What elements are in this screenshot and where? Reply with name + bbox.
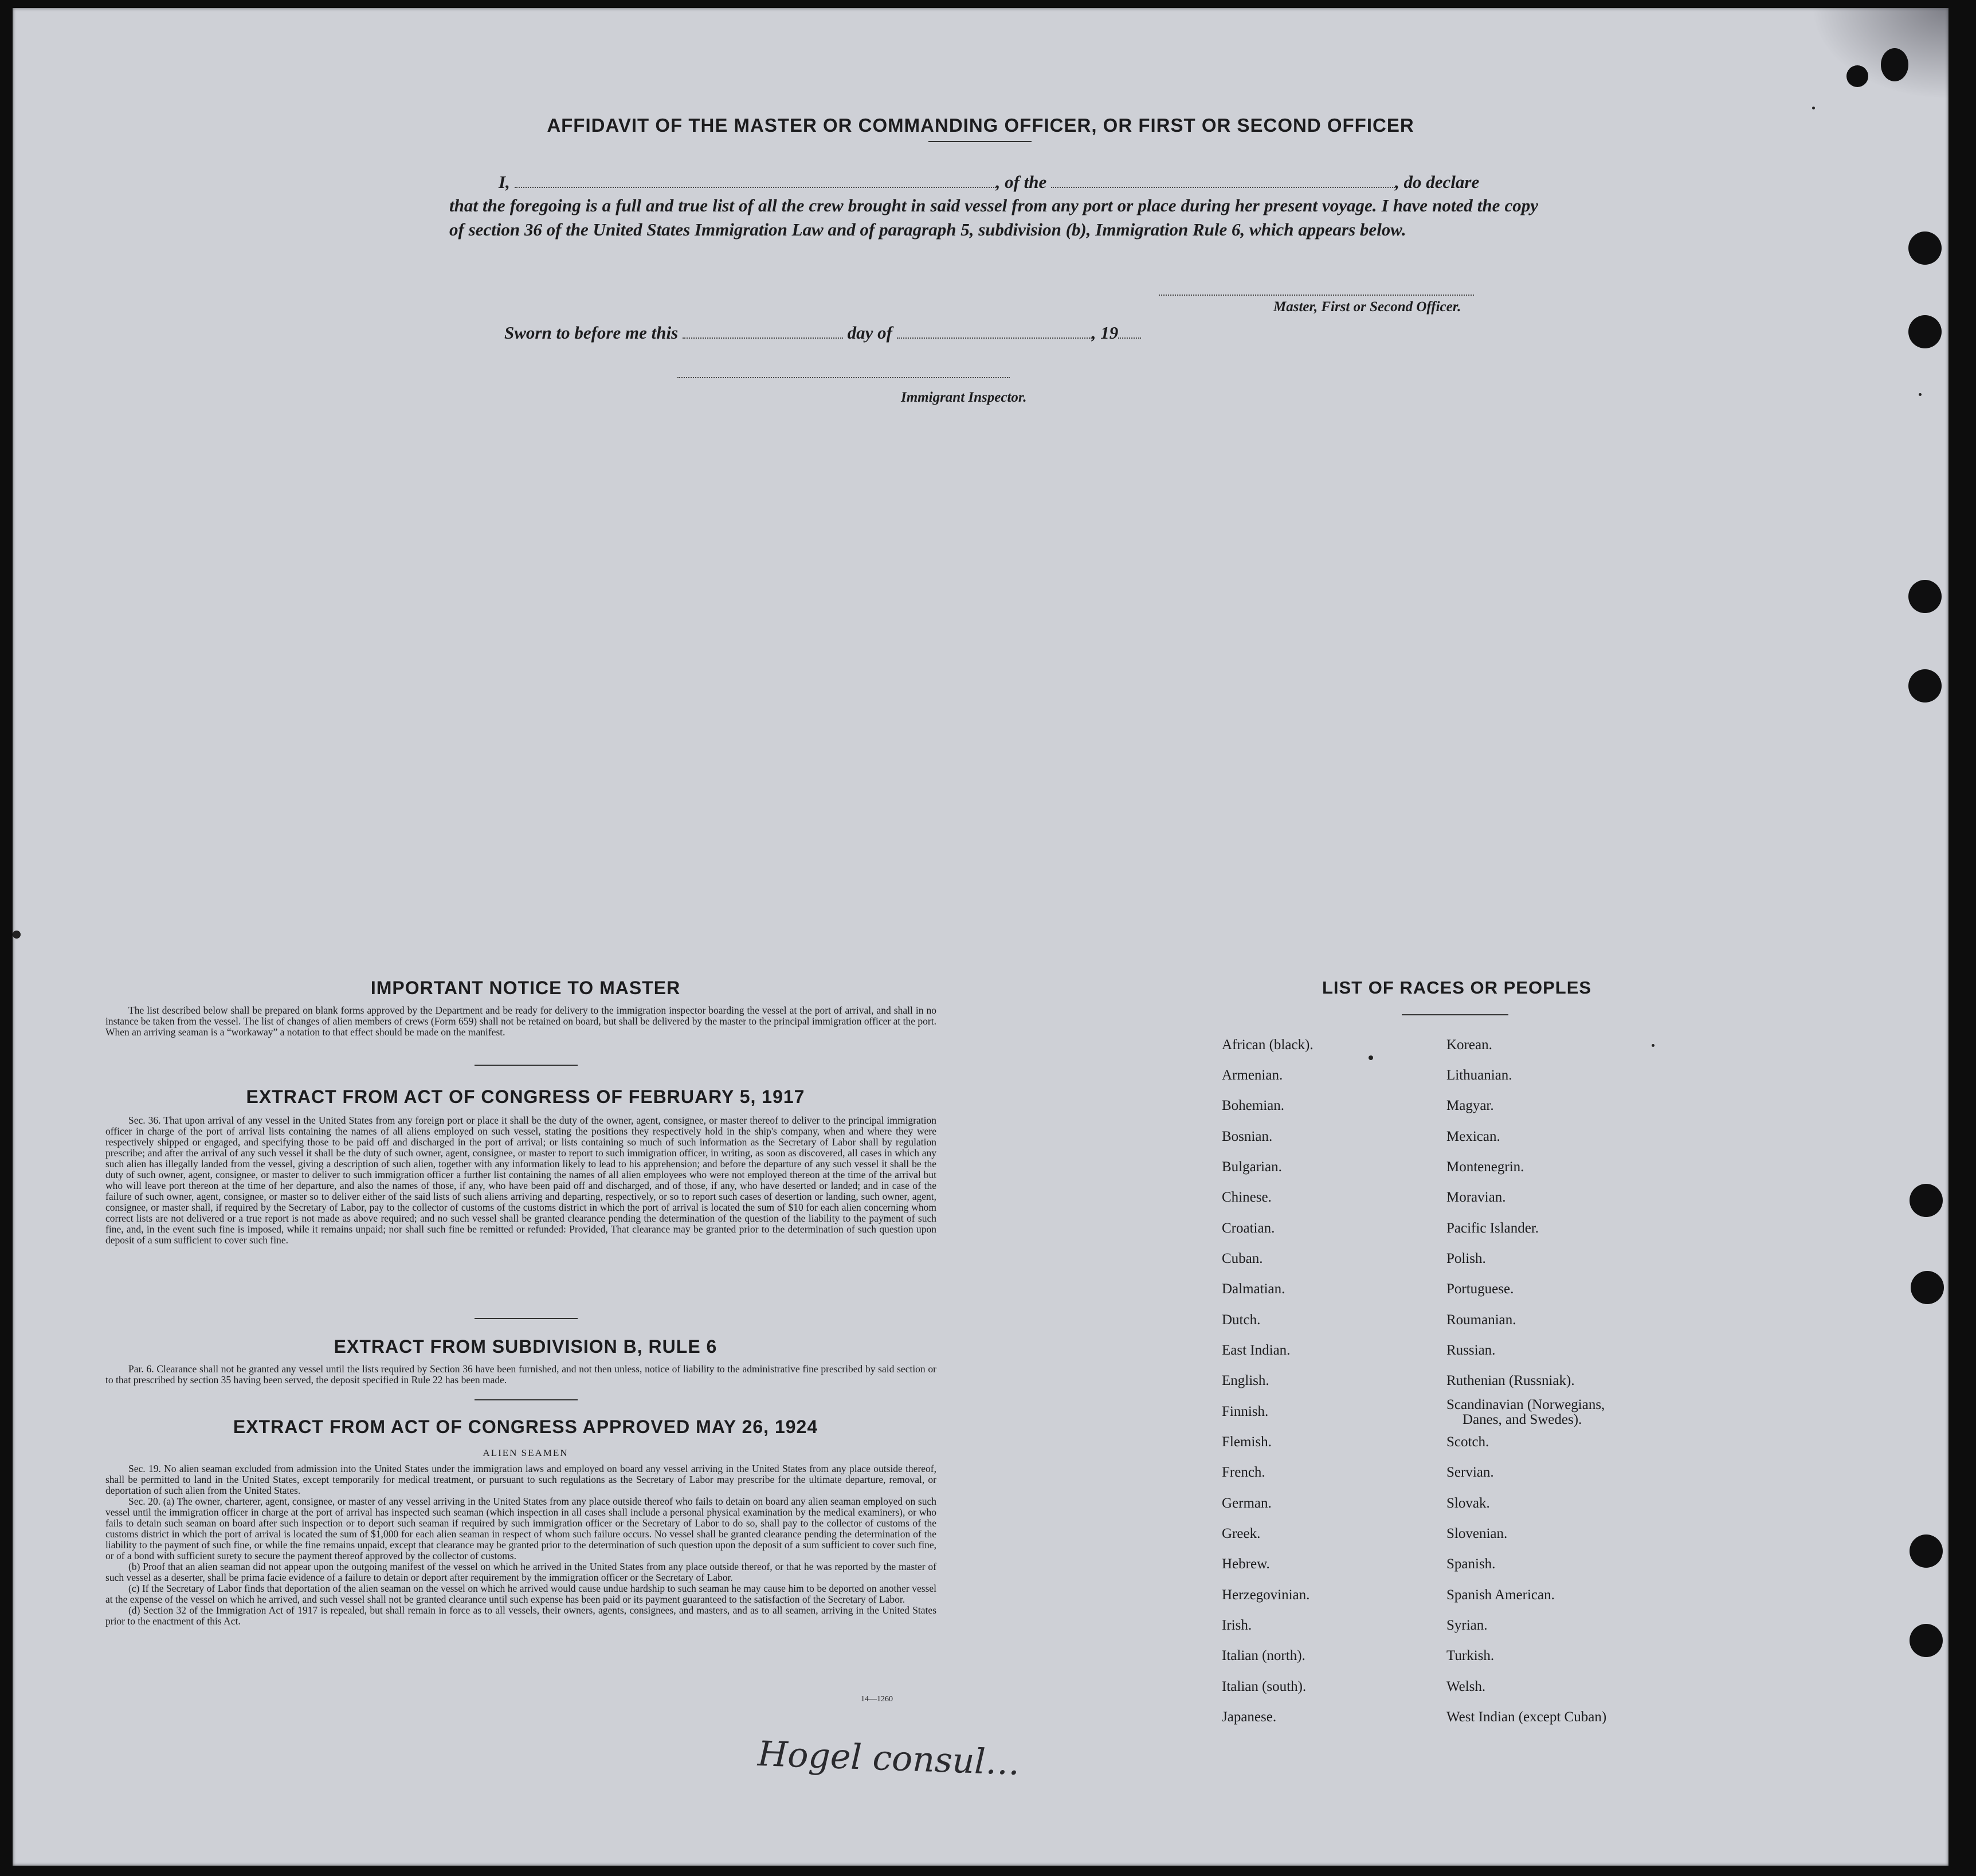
race-item: Herzegovinian. (1222, 1587, 1310, 1603)
affidavit-title: AFFIDAVIT OF THE MASTER OR COMMANDING OFFICER, OR FIRST OR SECOND OFFICER (547, 115, 1414, 136)
sworn-line: Sworn to before me this day of , 19 (504, 321, 1141, 345)
extract-1924-text: Sec. 19. No alien seaman excluded from admission into the United States under the immigration laws and employed on board any vessel arriving in the United States from any place outside thereof, shall be permitted to land in the United States, except temporarily for medical treatment, or pursuant to such regulations as the Secretary of Labor may prescribe for the ultimate departure, removal, or deportation of such alien from the United States. Sec. 20. (a) The owner, charterer, agent, consignee, or master of any vessel arriving in the United States from any place outside thereof who fails to detain on board any alien seaman employed on such vessel until the immigration officer in charge at the port of arrival has inspected such seaman (which inspection in all cases shall include a personal physical examination by the medical examiners), or who fails to detain such seaman on board after such inspection or to deport such seaman if required by such immigration officer or the Secretary of Labor to do so, shall pay to the collector of customs of the customs district in which the port of arrival is located the sum of $1,000 for each alien seaman in respect of whom such failure occurs. No vessel shall be granted clearance pending the determination of the liability to the payment of such fine, or while the fine remains unpaid, except that clearance may be granted prior to the determination of such question upon the deposit of a sum sufficient to cover such fine, or of a bond with sufficient surety to secure the payment thereof approved by the collector of customs. (b) Proof that an alien seaman did not appear upon the outgoing manifest of the vessel on which he arrived in the United States from any place outside thereof, or that he was reported by the master of such vessel as a deserter, shall be prima facie evidence of a failure to detain or deport after requirement by the immigration officer or the Secretary of Labor. (c) If the Secretary of Labor finds that deportation of the alien seaman on the vessel on which he arrived would cause undue hardship to such seaman he may cause him to be deported on another vessel at the expense of the vessel on which he arrived, and such vessel shall not be granted clearance until such expense has been paid or its payment guaranteed to the satisfaction of the Secretary of Labor. (d) Section 32 of the Immigration Act of 1917 is repealed, but shall remain in force as to all vessels, their owners, agents, consignees, and masters, and as to all seamen, arriving in the United States prior to the enactment of this Act. (105, 1463, 936, 1627)
race-item: Roumanian. (1446, 1312, 1516, 1328)
inspector-signature-label: Immigrant Inspector. (901, 390, 1027, 405)
notice-title: IMPORTANT NOTICE TO MASTER (370, 978, 681, 998)
extract-1924-subtitle: ALIEN SEAMEN (483, 1447, 569, 1458)
document-page (13, 8, 1948, 1866)
divider (475, 1065, 578, 1066)
rule6-text: Par. 6. Clearance shall not be granted any vessel until the lists required by Section 36 have been furnished, and not then unless, notice of liability to the administrative fine prescribed by said section or to that prescribed by section 35 having been served, the deposit specified in Rule 22 has been made. (105, 1363, 936, 1386)
divider (475, 1399, 578, 1400)
extract-1917-text: Sec. 36. That upon arrival of any vessel in the United States from any foreign port or place it shall be the duty of the owner, agent, consignee, or master thereof to deliver to the principal immigration officer in charge of the port of arrival lists containing the names of all aliens employed on such vessel, stating the positions they respectively hold in the ship's company, when and where they were respectively shipped or engaged, and specifying those to be paid off and discharged in the port of arrival; or lists containing so much of such information as the Secretary of Labor shall by regulation prescribe; and after the arrival of any such vessel it shall be the duty of such owner, agent, consignee, or master to report to such immigration officer, in writing, as soon as discovered, all cases in which any such alien has illegally landed from the vessel, giving a description of such alien, together with any information likely to lead to his apprehension; and before the departure of any such vessel it shall be the duty of such owner, agent, consignee, or master to deliver to such immigration officer a further list containing the names of all alien employees who were not employed thereon at the time of the arrival but who will leave port thereon at the time of her departure, and also the names of those, if any, who have been paid off and discharged, and of those, if any, who have deserted or landed; and in case of the failure of such owner, agent, consignee, or master so to deliver either of the said lists of such aliens arriving and departing, respectively, or so to report such cases of desertion or landing, such owner, agent, consignee, or master shall, if required by the Secretary of Labor, pay to the collector of customs of the customs district in which the port of arrival is located the sum of $10 for each alien concerning whom correct lists are not delivered or a true report is not made as above required; and no such vessel shall be granted clearance pending the determination of the question of the liability to the payment of such fine, and, in the event such fine is imposed, while it remains unpaid; nor shall such fine be remitted or refunded: Provided, That clearance may be granted prior to the determination of such question upon deposit of a sum sufficient to cover such fine. (105, 1114, 936, 1246)
extract-1917-title: EXTRACT FROM ACT OF CONGRESS OF FEBRUARY 5, 1917 (246, 1086, 805, 1107)
name-blank[interactable] (515, 187, 996, 188)
extract-1924-title: EXTRACT FROM ACT OF CONGRESS APPROVED MAY 26, 1924 (233, 1416, 818, 1437)
race-item: Slovak. (1446, 1496, 1490, 1511)
race-item: Portuguese. (1446, 1281, 1514, 1297)
race-item: Moravian. (1446, 1190, 1506, 1205)
punch-hole (1908, 315, 1942, 348)
master-signature-label: Master, First or Second Officer. (1273, 299, 1461, 315)
race-item: Spanish American. (1446, 1587, 1555, 1603)
race-item: Korean. (1446, 1037, 1492, 1053)
punch-hole (1910, 1624, 1943, 1657)
race-item: Irish. (1222, 1618, 1252, 1633)
divider (928, 141, 1032, 142)
race-item: Hebrew. (1222, 1556, 1270, 1572)
race-item-continued: Danes, and Swedes). (1463, 1412, 1582, 1427)
race-item: Armenian. (1222, 1067, 1283, 1083)
race-item: Greek. (1222, 1526, 1261, 1541)
master-signature-line[interactable] (1159, 295, 1474, 296)
race-item: Croatian. (1222, 1220, 1275, 1236)
divider (1402, 1014, 1508, 1015)
race-item: Bulgarian. (1222, 1159, 1282, 1175)
race-item: Ruthenian (Russniak). (1446, 1373, 1575, 1388)
race-item: Italian (north). (1222, 1648, 1305, 1663)
sworn-year-blank[interactable] (1118, 337, 1141, 339)
race-item: Lithuanian. (1446, 1067, 1512, 1083)
punch-hole (1846, 65, 1868, 87)
race-item: Flemish. (1222, 1434, 1272, 1450)
sworn-month-blank[interactable] (897, 337, 1092, 339)
race-item: Chinese. (1222, 1190, 1272, 1205)
punch-hole (1881, 48, 1908, 81)
race-item: East Indian. (1222, 1343, 1291, 1358)
race-item: Bohemian. (1222, 1098, 1285, 1113)
form-number: 14—1260 (861, 1695, 893, 1704)
affidavit-body: that the foregoing is a full and true list of all the crew brought in said vessel from any port or place during her present voyage. I have noted the copy of section 36 of the United States Immigration Law and of paragraph 5, subdivision (b), Immigration Rule 6, which appears below. (449, 195, 1538, 240)
punch-hole (1911, 1271, 1944, 1304)
race-item: Scotch. (1446, 1434, 1489, 1450)
race-item: English. (1222, 1373, 1269, 1388)
race-item: Bosnian. (1222, 1129, 1273, 1144)
race-item: Scandinavian (Norwegians, (1446, 1397, 1605, 1412)
vessel-blank[interactable] (1051, 187, 1395, 188)
race-item: Spanish. (1446, 1556, 1496, 1572)
race-item: West Indian (except Cuban) (1446, 1709, 1607, 1725)
race-item: Japanese. (1222, 1709, 1277, 1725)
race-item: French. (1222, 1465, 1265, 1480)
punch-hole (1908, 231, 1942, 265)
race-item: Dalmatian. (1222, 1281, 1285, 1297)
sworn-day-blank[interactable] (683, 337, 843, 339)
handwritten-note: Hogel consul… (756, 1734, 1021, 1783)
punch-hole (1910, 1534, 1943, 1568)
race-item: Turkish. (1446, 1648, 1495, 1663)
inspector-signature-line[interactable] (677, 377, 1010, 378)
race-item: Mexican. (1446, 1129, 1500, 1144)
race-item: Montenegrin. (1446, 1159, 1524, 1175)
notice-text: The list described below shall be prepared on blank forms approved by the Department and be ready for delivery to the immigration inspector boarding the vessel at the port of arrival, and shall in no instance be taken from the vessel. The list of changes of alien members of crews (Form 659) shall not be retained on board, but shall be delivered by the master to the principal immigration officer at the port. When an arriving seaman is a “workaway” a notation to that effect should be made on the manifest. (105, 1004, 936, 1038)
race-item: Pacific Islander. (1446, 1220, 1539, 1236)
races-title: LIST OF RACES OR PEOPLES (1322, 978, 1592, 998)
race-item: Welsh. (1446, 1679, 1486, 1694)
race-item: Slovenian. (1446, 1526, 1508, 1541)
race-item: Italian (south). (1222, 1679, 1307, 1694)
rule6-title: EXTRACT FROM SUBDIVISION B, RULE 6 (334, 1336, 718, 1357)
race-item: Dutch. (1222, 1312, 1261, 1328)
race-item: Magyar. (1446, 1098, 1494, 1113)
divider (475, 1318, 578, 1319)
race-item: Russian. (1446, 1343, 1496, 1358)
race-item: Polish. (1446, 1251, 1486, 1266)
punch-hole (1908, 580, 1942, 613)
race-item: Syrian. (1446, 1618, 1488, 1633)
race-item: German. (1222, 1496, 1272, 1511)
punch-hole (1910, 1184, 1943, 1217)
affidavit-declaration-line: I, , of the , do declare (499, 172, 1480, 192)
punch-hole (1908, 669, 1942, 702)
race-item: Servian. (1446, 1465, 1494, 1480)
race-item: African (black). (1222, 1037, 1314, 1053)
race-item: Finnish. (1222, 1404, 1269, 1419)
race-item: Cuban. (1222, 1251, 1263, 1266)
